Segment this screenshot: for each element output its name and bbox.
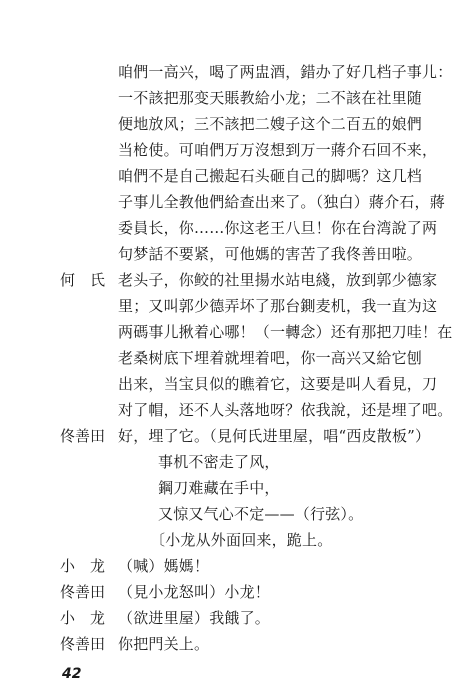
speech-line: 好，埋了它。（見何氏进里屋，唱“西皮散板”）: [118, 427, 431, 445]
text-line: 当枪使。可咱們万万沒想到万一蔣介石回不来，: [118, 141, 438, 159]
speaker-name: 小 龙: [60, 609, 106, 627]
verse-line: 鋼刀难藏在手中，: [158, 479, 280, 497]
speaker-name: 佟善田: [60, 583, 106, 601]
speech-line: （見小龙怒叫）小龙！: [118, 583, 271, 601]
speech-line: （喊）媽媽！: [118, 557, 210, 575]
speaker-name: 佟善田: [60, 427, 106, 445]
speech-line: 你把門关上。: [118, 635, 210, 653]
speech-line: 对了帽，还不人头落地呀？依我說，还是埋了吧。: [118, 401, 453, 419]
page-number: 42: [62, 666, 82, 682]
verse-line: 又惊又气心不定——（行弦）。: [158, 505, 364, 523]
speaker-name: 何 氏: [60, 271, 106, 289]
speaker-name: 佟善田: [60, 635, 106, 653]
text-line: 咱們一高兴，喝了两盅酒，錯办了好几档子事儿：: [118, 63, 453, 81]
text-line: 便地放风；三不該把二嫂子这个二百五的娘們: [118, 115, 423, 133]
text-line: 句梦話不要紧，可他媽的害苦了我佟善田啦。: [118, 245, 423, 263]
speech-line: 老头子，你鲛的社里揚水站电綫，放到郭少德家: [118, 271, 438, 289]
speaker-name: 小 龙: [60, 557, 106, 575]
speech-line: （欲进里屋）我餓了。: [118, 609, 271, 627]
speech-line: 两碼事儿揪着心哪！（一轉念）还有那把刀哇！在: [118, 323, 453, 341]
verse-line: 事机不密走了风，: [158, 453, 280, 471]
text-line: 一不該把那变天賬教給小龙；二不該在社里随: [118, 89, 423, 107]
text-line: 咱們不是自己搬起石头砸自己的脚嗎？这几档: [118, 167, 423, 185]
speech-line: 出来，当宝貝似的瞧着它，这要是叫人看見，刀: [118, 375, 438, 393]
speech-line: 里；又叫郭少德弄坏了那台鍘麦机，我一直为这: [118, 297, 438, 315]
text-line: 子事儿全教他們給查出来了。（独白）蔣介石，蔣: [118, 193, 445, 211]
text-line: 委員长，你……你这老王八旦！你在台湾說了两: [118, 219, 438, 237]
speech-line: 老桑树底下埋着就埋着吧，你一高兴又給它刨: [118, 349, 423, 367]
stage-direction: 〔小龙从外面回来，跪上。: [150, 531, 333, 549]
